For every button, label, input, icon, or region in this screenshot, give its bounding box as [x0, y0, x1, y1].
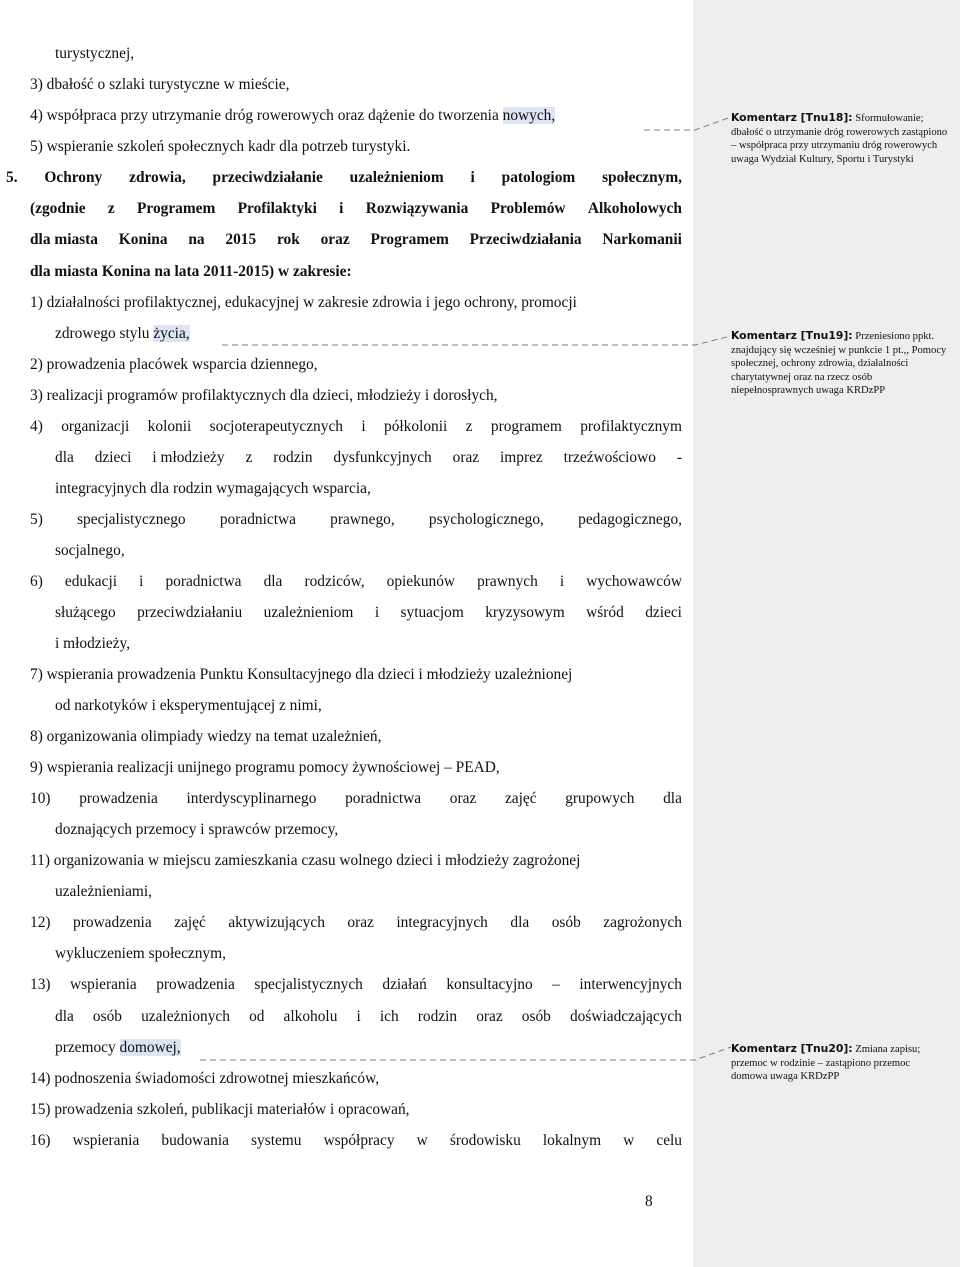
word: Programem	[136, 200, 216, 217]
word: -	[676, 449, 682, 466]
word: oraz	[320, 231, 350, 248]
list-item-continuation	[55, 324, 190, 344]
list-item: 8) organizowania olimpiady wiedzy na temat uzależnień,	[30, 728, 382, 745]
comment-text: Sformułowanie; dbałość o utrzymanie dróg rowerowych zastąpiono – współpraca przy utrzymaniu dróg rowerowych uwaga Wydział Kultury, Sportu i Turystyki	[731, 113, 948, 165]
word: dla miasta	[30, 231, 98, 248]
word: uzależnieniom	[263, 604, 354, 621]
list-item-continuation	[55, 603, 682, 623]
word: Konina	[118, 231, 168, 248]
word: dla	[263, 573, 283, 590]
word: zajęć	[504, 790, 537, 807]
list-item: 14) podnoszenia świadomości zdrowotnej mieszkańców,	[30, 1070, 380, 1087]
word: –	[552, 976, 560, 993]
comment-title: Komentarz [Tnu18]:	[731, 111, 853, 124]
word: w	[623, 1132, 635, 1149]
word: (zgodnie	[30, 200, 86, 217]
word: służącego	[55, 604, 116, 621]
word: w	[416, 1132, 428, 1149]
word: pedagogicznego,	[578, 511, 682, 528]
word: z	[107, 200, 115, 217]
word: oraz	[449, 790, 477, 807]
word: zajęć	[174, 914, 206, 931]
highlighted-text: nowych,	[502, 107, 556, 124]
list-item: 3) realizacji programów profilaktycznych dla dzieci, młodzieży i dorosłych,	[30, 387, 498, 404]
list-item	[30, 417, 682, 437]
word: psychologicznego,	[428, 511, 544, 528]
word: rodzin	[273, 449, 313, 466]
list-item: 9) wspierania realizacji unijnego programu pomocy żywnościowej – PEAD,	[30, 759, 500, 776]
word: wspierania	[70, 976, 137, 993]
list-item: 1) działalności profilaktycznej, edukacyjnej w zakresie zdrowia i jego ochrony, promocji	[30, 294, 577, 311]
word: oraz	[452, 449, 480, 466]
comment-balloon-tnu20[interactable]	[731, 1042, 949, 1084]
list-item	[30, 510, 682, 530]
word: przeciwdziałanie	[212, 169, 323, 186]
word: konsultacyjno	[446, 976, 533, 993]
connector-tnu18	[644, 117, 731, 130]
word: zdrowia,	[129, 169, 186, 186]
word: prowadzenia	[156, 976, 235, 993]
word: specjalistycznego	[77, 511, 186, 528]
word: 16)	[30, 1132, 51, 1149]
word: Alkoholowych	[587, 200, 682, 217]
list-item-continuation	[55, 1038, 181, 1058]
list-item: 15) prowadzenia szkoleń, publikacji materiałów i opracowań,	[30, 1101, 410, 1118]
word: 5)	[30, 511, 43, 528]
list-item	[30, 789, 682, 809]
word: rok	[276, 231, 300, 248]
word: aktywizujących	[228, 914, 325, 931]
word: dla	[663, 790, 682, 807]
word: 12)	[30, 914, 51, 931]
word: dzieci	[645, 604, 682, 621]
word: osób	[92, 1008, 122, 1025]
word: specjalistycznych	[254, 976, 363, 993]
word: od	[249, 1008, 265, 1025]
comment-title: Komentarz [Tnu20]:	[731, 1042, 853, 1055]
word: kryzysowym	[485, 604, 565, 621]
text-span: 4) współpraca przy utrzymanie dróg rowerowych oraz dążenie do tworzenia	[30, 107, 503, 124]
word: doświadczających	[569, 1008, 682, 1025]
word: prawnych	[477, 573, 538, 590]
list-item-continuation: uzależnieniami,	[55, 883, 152, 900]
word: Narkomanii	[602, 231, 682, 248]
word: i	[374, 604, 380, 621]
word: działań	[382, 976, 427, 993]
word: dla	[55, 1008, 74, 1025]
word: przeciwdziałaniu	[137, 604, 243, 621]
section-heading-line: dla miasta Konina na lata 2011-2015) w zakresie:	[30, 263, 352, 280]
word: opiekunów	[386, 573, 456, 590]
word: na	[188, 231, 205, 248]
list-item	[30, 975, 682, 995]
word: dla	[510, 914, 530, 931]
text-line: 5) wspieranie szkoleń społecznych kadr dla potrzeb turystyki.	[30, 138, 411, 155]
word: programem	[490, 418, 562, 435]
list-item-continuation: i młodzieży,	[55, 635, 131, 652]
word: wspierania	[72, 1132, 140, 1149]
word: Ochrony	[44, 169, 103, 186]
word: rodziców,	[304, 573, 365, 590]
section-heading-line	[30, 230, 682, 250]
word: prawnego,	[330, 511, 395, 528]
section-heading-line	[30, 199, 682, 219]
highlighted-text: życia,	[153, 325, 190, 342]
word: i	[339, 200, 344, 217]
comment-text: Przeniesiono ppkt. znajdujący się wcześniej w punkcie 1 pt.,, Pomocy społecznej, ochrony zdrowia, działalności charytatywnej oraz na rzecz osób niepełnosprawnych uwaga KRDzPP	[731, 331, 947, 396]
list-item	[30, 913, 682, 933]
word: i młodzieży	[152, 449, 225, 466]
list-item: 7) wspierania prowadzenia Punktu Konsultacyjnego dla dzieci i młodzieży uzależnionej	[30, 666, 573, 683]
word: i	[361, 418, 366, 435]
word: alkoholu	[283, 1008, 338, 1025]
word: poradnictwa	[345, 790, 422, 807]
word: społecznym,	[602, 169, 682, 186]
list-item-continuation: od narkotyków i eksperymentującej z nimi,	[55, 697, 322, 714]
word: Profilaktyki	[237, 200, 317, 217]
word: wychowawców	[586, 573, 682, 590]
text-line	[30, 106, 555, 126]
connector-tnu20	[200, 1047, 731, 1060]
word: oraz	[476, 1008, 503, 1025]
list-item-continuation: doznających przemocy i sprawców przemocy,	[55, 821, 339, 838]
text-span: zdrowego stylu	[55, 325, 154, 342]
word: uzależnionych	[141, 1008, 230, 1025]
word: i	[470, 169, 475, 186]
word: i	[139, 573, 144, 590]
word: i	[559, 573, 565, 590]
list-item-continuation: wykluczeniem społecznym,	[55, 945, 226, 962]
word: profilaktycznym	[580, 418, 682, 435]
word: półkolonii	[384, 418, 448, 435]
word: Przeciwdziałania	[469, 231, 582, 248]
comment-balloon-tnu18[interactable]	[731, 111, 949, 166]
word: z	[465, 418, 473, 435]
word: interwencyjnych	[579, 976, 682, 993]
word: trzeźwościowo	[563, 449, 656, 466]
word: zagrożonych	[603, 914, 682, 931]
word: z	[245, 449, 253, 466]
word: systemu	[251, 1132, 302, 1149]
word: dzieci	[94, 449, 132, 466]
word: grupowych	[565, 790, 635, 807]
word: Rozwiązywania	[365, 200, 469, 217]
connector-tnu19	[222, 336, 731, 345]
word: edukacji	[64, 573, 118, 590]
word: organizacji	[61, 418, 130, 435]
word: interdyscyplinarnego	[186, 790, 317, 807]
word: osób	[521, 1008, 551, 1025]
word: 2015	[225, 231, 257, 248]
list-item-continuation: socjalnego,	[55, 542, 125, 559]
word: ich	[379, 1008, 399, 1025]
word: 13)	[30, 976, 51, 993]
word: imprez	[500, 449, 543, 466]
word: 10)	[30, 790, 51, 807]
word: integracyjnych	[396, 914, 488, 931]
word: prowadzenia	[79, 790, 158, 807]
word: Problemów	[490, 200, 566, 217]
word: poradnictwa	[219, 511, 296, 528]
word: wśród	[586, 604, 624, 621]
word: współpracy	[323, 1132, 395, 1149]
word: Programem	[370, 231, 449, 248]
section-heading-line	[6, 168, 682, 188]
word: 5.	[6, 169, 18, 186]
word: socjoterapeutycznych	[209, 418, 343, 435]
word: prowadzenia	[73, 914, 152, 931]
list-item-continuation: integracyjnych dla rodzin wymagających wsparcia,	[55, 480, 371, 497]
text-span: przemocy	[55, 1039, 120, 1056]
word: dla	[55, 449, 74, 466]
list-item	[30, 572, 682, 592]
word: uzależnieniom	[349, 169, 444, 186]
list-item: 2) prowadzenia placówek wsparcia dziennego,	[30, 356, 318, 373]
word: poradnictwa	[165, 573, 242, 590]
word: środowisku	[449, 1132, 521, 1149]
page-number: 8	[645, 1193, 653, 1210]
word: 6)	[30, 573, 43, 590]
word: budowania	[161, 1132, 229, 1149]
comment-title: Komentarz [Tnu19]:	[731, 329, 853, 342]
list-item	[30, 1131, 682, 1151]
word: patologiom	[501, 169, 576, 186]
word: 4)	[30, 418, 43, 435]
word: dysfunkcyjnych	[333, 449, 432, 466]
word: i	[356, 1008, 361, 1025]
list-item-continuation	[55, 1007, 682, 1027]
text-line: 3) dbałość o szlaki turystyczne w mieście,	[30, 76, 290, 93]
highlighted-text: domowej,	[119, 1039, 181, 1056]
word: kolonii	[147, 418, 192, 435]
word: sytuacjom	[400, 604, 464, 621]
word: celu	[656, 1132, 682, 1149]
word: osób	[551, 914, 581, 931]
word: rodzin	[417, 1008, 458, 1025]
list-item-continuation	[55, 448, 682, 468]
list-item: 11) organizowania w miejscu zamieszkania czasu wolnego dzieci i młodzieży zagrożonej	[30, 852, 581, 869]
text-line: turystycznej,	[55, 45, 135, 62]
comment-text: Zmiana zapisu; przemoc w rodzinie – zastąpiono przemoc domowa uwaga KRDzPP	[731, 1044, 921, 1082]
comment-balloon-tnu19[interactable]	[731, 329, 949, 398]
word: oraz	[347, 914, 374, 931]
word: lokalnym	[542, 1132, 602, 1149]
